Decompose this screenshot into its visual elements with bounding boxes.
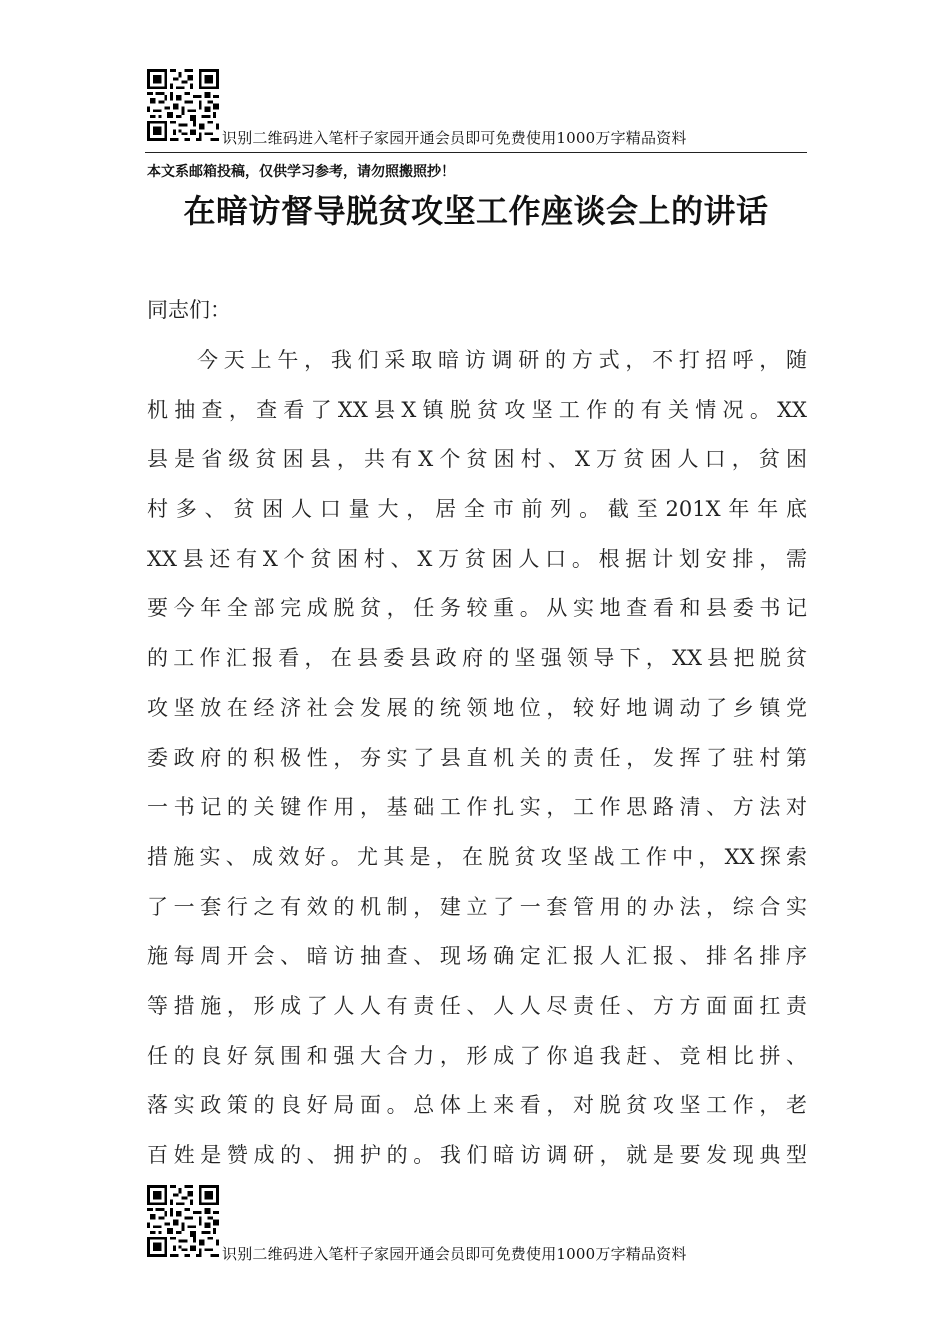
body-line: 施每周开会、暗访抽查、现场确定汇报人汇报、排名排序 <box>147 944 807 969</box>
body-line: 攻坚放在经济社会发展的统领地位，较好地调动了乡镇党 <box>147 695 807 720</box>
body-line: 今天上午，我们采取暗访调研的方式，不打招呼，随 <box>197 348 807 372</box>
qr-code-icon[interactable] <box>147 69 219 141</box>
body-paragraph <box>147 340 807 1185</box>
body-line: 措施实、成效好。尤其是，在脱贫攻坚战工作中，XX探索 <box>147 844 807 869</box>
body-line: 村多、贫困人口量大，居全市前列。截至201X年年底 <box>147 497 807 522</box>
body-line: 的工作汇报看，在县委县政府的坚强领导下，XX县把脱贫 <box>147 646 807 671</box>
body-line: 委政府的积极性，夯实了县直机关的责任，发挥了驻村第 <box>147 745 807 770</box>
body-line: 机抽查，查看了XX县X镇脱贫攻坚工作的有关情况。XX <box>147 397 807 422</box>
body-line: 等措施，形成了人人有责任、人人尽责任、方方面面扛责 <box>147 993 807 1018</box>
copyright-notice: 本文系邮箱投稿，仅供学习参考，请勿照搬照抄！ <box>147 164 455 180</box>
footer-banner-text: 识别二维码进入笔杆子家园开通会员即可免费使用1000万字精品资料 <box>222 1245 687 1263</box>
header-banner-text: 识别二维码进入笔杆子家园开通会员即可免费使用1000万字精品资料 <box>222 129 687 147</box>
body-line: 了一套行之有效的机制，建立了一套管用的办法，综合实 <box>147 894 807 919</box>
body-line: 百姓是赞成的、拥护的。我们暗访调研，就是要发现典型 <box>147 1143 807 1167</box>
qr-code-icon[interactable] <box>147 1185 219 1257</box>
salutation: 同志们： <box>147 298 231 322</box>
body-line: 要今年全部完成脱贫，任务较重。从实地查看和县委书记 <box>147 596 807 621</box>
body-line: 任的良好氛围和强大合力，形成了你追我赶、竞相比拼、 <box>147 1043 807 1068</box>
body-line: 落实政策的良好局面。总体上来看，对脱贫攻坚工作，老 <box>147 1093 807 1118</box>
body-line: 县是省级贫困县，共有X个贫困村、X万贫困人口，贫困 <box>147 447 807 472</box>
body-line: 一书记的关键作用，基础工作扎实，工作思路清、方法对 <box>147 795 807 820</box>
document-title: 在暗访督导脱贫攻坚工作座谈会上的讲话 <box>183 192 769 230</box>
body-line: XX县还有X个贫困村、X万贫困人口。根据计划安排，需 <box>147 546 807 571</box>
header-divider <box>145 152 807 153</box>
